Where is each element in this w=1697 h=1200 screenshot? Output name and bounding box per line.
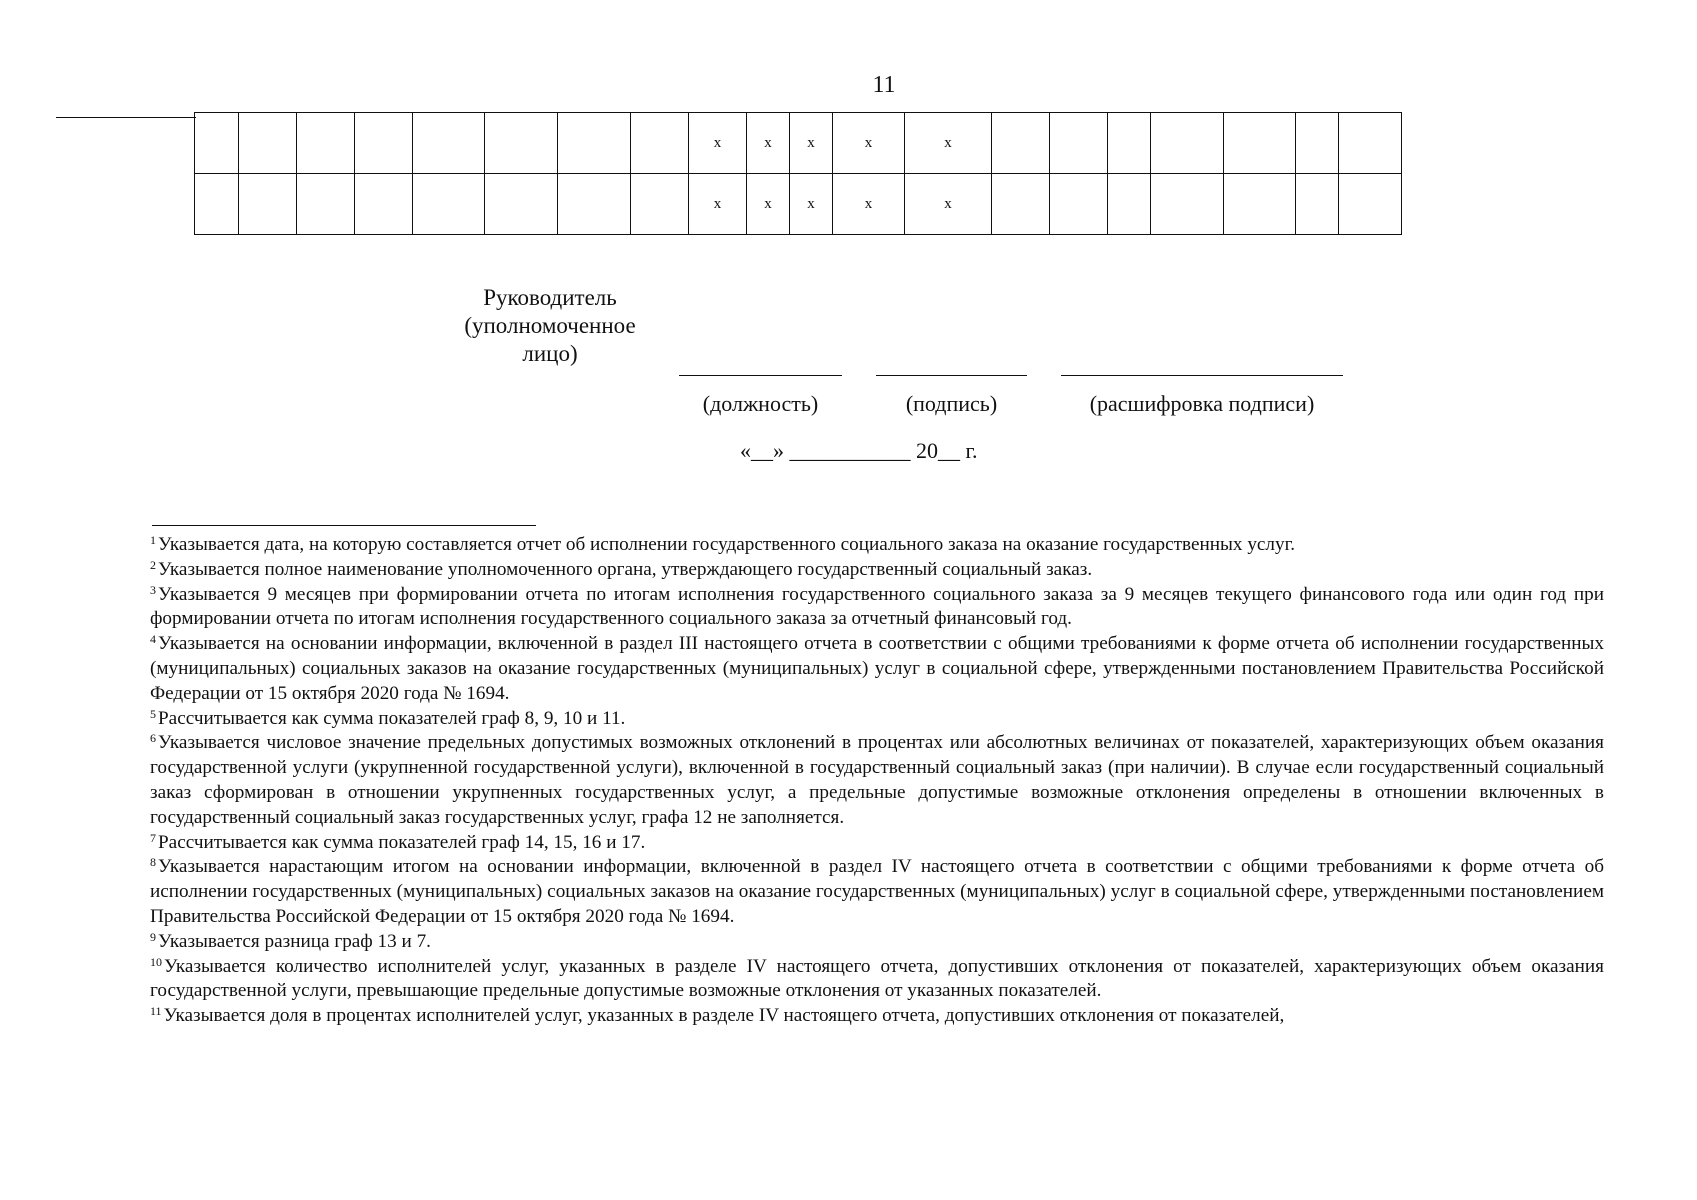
- table-cell: x: [905, 174, 992, 235]
- table-row: [195, 113, 1402, 174]
- footnote: [150, 632, 1604, 706]
- footnote-number: 4: [150, 632, 156, 647]
- page-number: 11: [872, 72, 896, 98]
- table-cell: [1151, 174, 1224, 235]
- table-cell: x: [790, 174, 833, 235]
- table-continuation-rule: [56, 117, 196, 118]
- footnote-text: Указывается дата, на которую составляется отчет об исполнении государственного социального заказа на оказание государственных услуг.: [158, 534, 1296, 555]
- table-cell: [1108, 113, 1151, 174]
- footnotes: [150, 533, 1604, 1029]
- table-cell: [992, 113, 1050, 174]
- table-cell: [413, 174, 485, 235]
- table-cell: x: [905, 113, 992, 174]
- table-cell: [1339, 113, 1402, 174]
- table-cell: [355, 113, 413, 174]
- table-cell: x: [689, 113, 747, 174]
- footnote-number: 7: [150, 830, 156, 845]
- table-cell: x: [833, 174, 905, 235]
- footnote-number: 1: [150, 533, 156, 547]
- footnote-text: Указывается нарастающим итогом на основании информации, включенной в раздел IV настоящего отчета в соответствии с общими требованиями к форме отчета об исполнении государственных (муниципальных) социальных заказов на оказание государственных (муниципальных) услуг в социальной сфере, утвержденными постановлением Правительства Российской Федерации от 15 октября 2020 года № 1694.: [150, 856, 1604, 927]
- footnote-number: 9: [150, 929, 156, 944]
- footnote-text: Указывается 9 месяцев при формировании отчета по итогам исполнения государственного социального заказа за 9 месяцев текущего финансового года или один год при формировании отчета по итогам исполнения государственного социального заказа за отчетный финансовый год.: [150, 583, 1604, 630]
- table-cell: [239, 174, 297, 235]
- table-cell: [239, 113, 297, 174]
- table-cell: [1108, 174, 1151, 235]
- table-cell: [195, 174, 239, 235]
- footnote: [150, 1004, 1604, 1029]
- table-cell: x: [833, 113, 905, 174]
- table-cell: [355, 174, 413, 235]
- name-caption: (расшифровка подписи): [1089, 391, 1315, 416]
- footnote-number: 5: [150, 706, 156, 721]
- table-cell: [297, 113, 355, 174]
- table-cell: [485, 113, 558, 174]
- signer-label: Руководитель (уполномоченное лицо): [464, 285, 636, 366]
- position-caption: (должность): [702, 391, 819, 416]
- footnote-text: Указывается полное наименование уполномоченного органа, утверждающего государственный социальный заказ.: [158, 558, 1093, 580]
- footnote: [150, 930, 1604, 955]
- footnote-text: Рассчитывается как сумма показателей граф 8, 9, 10 и 11.: [158, 707, 626, 729]
- footnote-number: 10: [150, 954, 162, 969]
- footnote-number: 6: [150, 731, 156, 746]
- footnote: [150, 831, 1604, 856]
- footnote-text: Указывается доля в процентах исполнителей услуг, указанных в разделе IV настоящего отчета, допустивших отклонения от показателей,: [163, 1005, 1285, 1027]
- table-row: [195, 174, 1402, 235]
- table-cell: [297, 174, 355, 235]
- table-cell: [1296, 174, 1339, 235]
- footnote: [150, 583, 1604, 633]
- table-cell: [485, 174, 558, 235]
- footnote: [150, 533, 1604, 558]
- footnote: [150, 707, 1604, 732]
- footnote-number: 2: [150, 557, 156, 572]
- table-cell: [1050, 113, 1108, 174]
- footnote-text: Указывается разница граф 13 и 7.: [158, 930, 431, 952]
- table-cell: x: [747, 113, 790, 174]
- table-cell: [631, 113, 689, 174]
- footnote: [150, 558, 1604, 583]
- table-cell: [1224, 174, 1296, 235]
- footnote-number: 11: [150, 1004, 162, 1019]
- footnote: [150, 731, 1604, 830]
- table-cell: [413, 113, 485, 174]
- footnote-separator: [152, 525, 536, 526]
- table-cell: x: [747, 174, 790, 235]
- table-cell: [558, 174, 631, 235]
- table-cell: x: [689, 174, 747, 235]
- footnote-text: Указывается количество исполнителей услуг, указанных в разделе IV настоящего отчета, допустивших отклонения от показателей, характеризующих объем оказания государственной услуги, превышающие предельные допустимые возможные отклонения от указанных показателей.: [150, 955, 1604, 1002]
- name-signature-line: [1061, 375, 1343, 376]
- position-signature-line: [679, 375, 842, 376]
- footnote-number: 8: [150, 855, 156, 870]
- table-cell: [631, 174, 689, 235]
- table-cell: [195, 113, 239, 174]
- signature-line: [876, 375, 1027, 376]
- table-cell: [1296, 113, 1339, 174]
- footnote-text: Указывается числовое значение предельных допустимых возможных отклонений в процентах или абсолютных величинах от показателей, характеризующих объем оказания государственной услуги (укрупненной государственной услуги), включенной в государственный социальный заказ (при наличии). В случае если государственный социальный заказ сформирован в отношении укрупненных государственных услуг, а предельные допустимые возможные отклонения определены в отношении включенных в государственный социальный заказ государственных услуг, графа 12 не заполняется.: [150, 732, 1604, 828]
- footnote: [150, 855, 1604, 929]
- signature-caption: (подпись): [905, 391, 998, 416]
- report-table-continuation: [194, 112, 1402, 235]
- footnote-number: 3: [150, 582, 156, 597]
- footnote-text: Указывается на основании информации, включенной в раздел III настоящего отчета в соответствии с общими требованиями к форме отчета об исполнении государственных (муниципальных) социальных заказов на оказание государственных (муниципальных) услуг в социальной сфере, утвержденными постановлением Правительства Российской Федерации от 15 октября 2020 года № 1694.: [150, 633, 1604, 704]
- table-cell: x: [790, 113, 833, 174]
- table-cell: [558, 113, 631, 174]
- table-cell: [1224, 113, 1296, 174]
- table-cell: [992, 174, 1050, 235]
- footnote: [150, 955, 1604, 1005]
- table-cell: [1339, 174, 1402, 235]
- table-cell: [1151, 113, 1224, 174]
- date-line: «__» ___________ 20__ г.: [740, 438, 978, 463]
- table-cell: [1050, 174, 1108, 235]
- footnote-text: Рассчитывается как сумма показателей граф 14, 15, 16 и 17.: [158, 831, 646, 853]
